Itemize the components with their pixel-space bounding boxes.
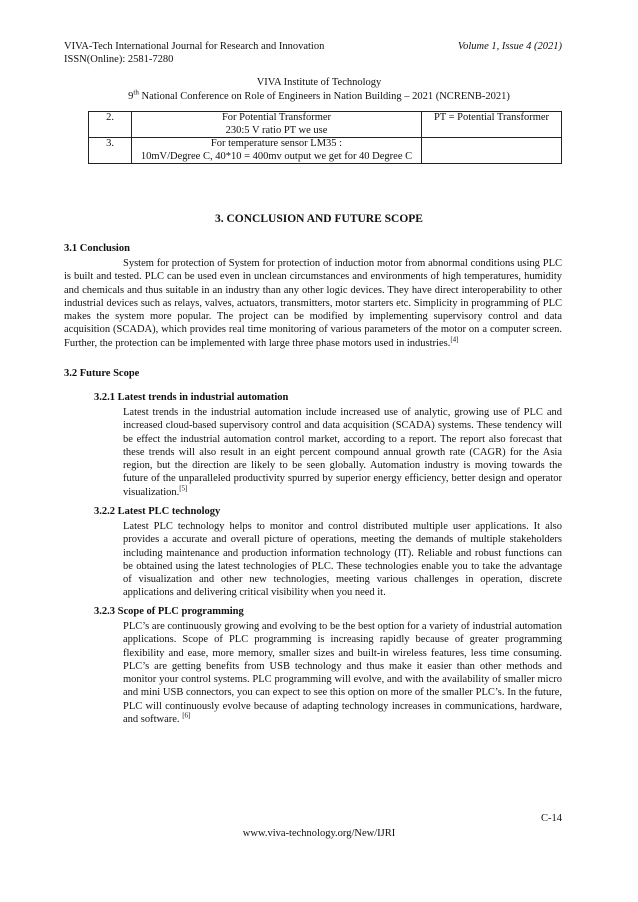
table-row [89,138,562,164]
conclusion-heading: 3.1 Conclusion [64,243,130,254]
conference-title: 9th National Conference on Role of Engineers in Nation Building – 2021 (NCRENB-2021) [128,88,510,102]
page-number: C-14 [541,813,562,824]
future-scope-heading: 3.2 Future Scope [64,368,140,379]
volume-issue: Volume 1, Issue 4 (2021) [457,41,562,52]
reference-6: [6] [182,711,191,720]
reference-5: [5] [179,484,188,493]
row-description: For Potential Transformer 230:5 V ratio PT we use [132,112,422,138]
issn: ISSN(Online): 2581-7280 [64,54,174,65]
row-number: 2. [89,112,132,138]
plc-technology-paragraph: Latest PLC technology helps to monitor and control distributed multiple user applications. It also provides a accurate and overall picture of operations, meeting the demands of multiple stakeholders including maintenance and production information technology (IT). Reliable and robust functions can be obtained using the latest technologies of PLC. These technologies enable you to take the advantage of visualization and other new technologies, meeting various challenges in operation, discrete applications and delivering critical visibility when you need it. [123,521,562,599]
row-number: 3. [89,138,132,164]
subsection-heading: 3.2.1 Latest trends in industrial automation [94,392,289,403]
footer-url: www.viva-technology.org/New/IJRI [242,828,396,839]
plc-programming-paragraph: PLC’s are continuously growing and evolving to be the best option for a variety of industrial automation applications. Scope of PLC programming is increasing rapidly because of greater programming flexibility and ease, more memory, smaller sizes and built-in wireless features, less time consuming. PLC’s are getting benefits from USB technology and thus make it easier than other methods and monitor your control systems. PLC programming will evolve, and with the availability of smaller micro and mini USB connectors, you can expect to see this option on more of the smaller PLC’s. In the future, PLC will continuously evolve because of adapting technology increases in communications, hardware, and software. [6] [123,621,562,726]
conclusion-paragraph: System for protection of System for protection of induction motor from abnormal conditions using PLC is built and tested. PLC can be used even in unclean circumstances and environments of high temperatures, humidity and chemicals and thus suitable in an industry than any other logic devices. They have direct interoperability to other industrial devices such as relays, valves, actuators, transmitters, motor starters etc. Simplicity in programming of PLC makes the system more popular. The project can be modified by implementing supervisory control and data acquisition (SCADA), which provides real time monitoring of various parameters of the motor on a computer screen. Further, the protection can be implemented with large three phase motors used in industries.[4] [64,258,562,349]
subsection-heading: 3.2.3 Scope of PLC programming [94,606,244,617]
component-table [88,111,562,164]
row-note: PT = Potential Transformer [422,112,562,138]
trends-paragraph: Latest trends in the industrial automation include increased use of analytic, growing use of PLC and increased cloud-based supervisory control and data acquisition (SCADA) systems. These tendency will be effect the industrial automation control market, according to a report. The report also forecast that these trends will also result in an eight percent compound annual growth rate (CAGR) for the Asia region, but the direction are likely to be seen globally. Automation industry is moving towards the future of the unparalleled productivity spurred by superior energy efficiency, better design and operator visualization.[5] [123,407,562,498]
subsection-heading: 3.2.2 Latest PLC technology [94,506,221,517]
table-row [89,112,562,138]
reference-4: [4] [450,335,459,344]
journal-title: VIVA-Tech International Journal for Research and Innovation [64,41,325,52]
row-description: For temperature sensor LM35 : 10mV/Degree C, 40*10 = 400mv output we get for 40 Degree C [132,138,422,164]
section-title: 3. CONCLUSION AND FUTURE SCOPE [215,213,423,225]
institute-name: VIVA Institute of Technology [256,77,382,88]
row-note [422,138,562,164]
